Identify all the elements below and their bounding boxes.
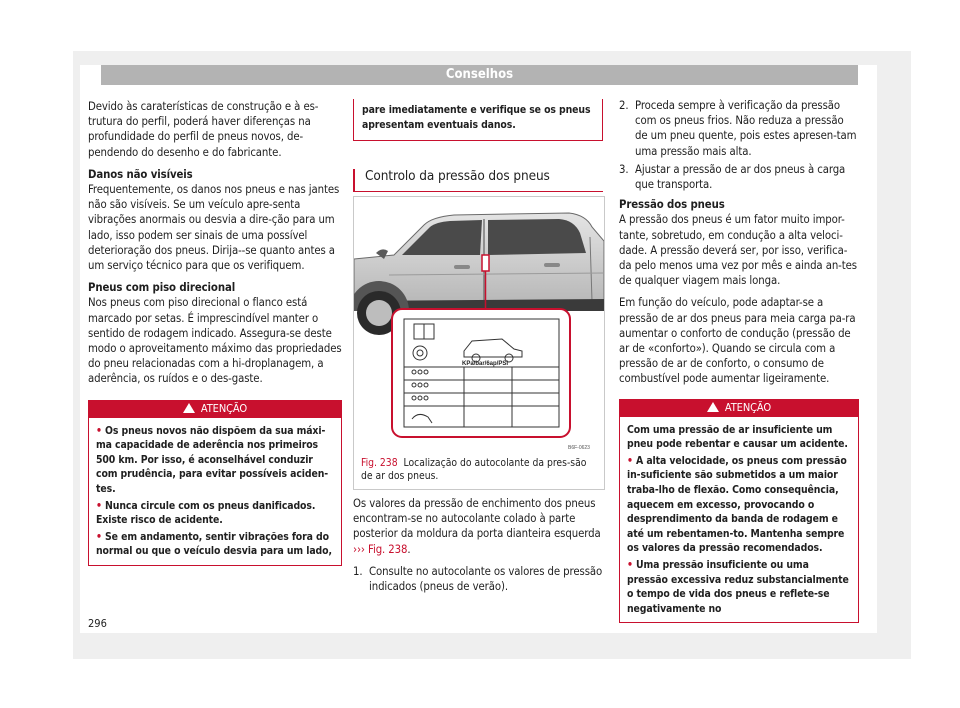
danos-paragraph: Frequentemente, os danos nos pneus e nas jantes não são visíveis. Se um veículo apre-senta vibrações anormais ou desvia a dire-ção para um lado, isso podem ser sinais de uma possível deterioração dos pneus. Dirija--se quanto antes a um serviço técnico para que os verifiquem. bbox=[88, 183, 340, 273]
pressure-sticker-paragraph: Os valores da pressão de enchimento dos pneus encontram-se no autocolante colado à parte posterior da moldura da porta dianteira esquerda ››› Fig. 238. bbox=[353, 497, 601, 556]
pressao-heading: Pressão dos pneus bbox=[619, 198, 725, 212]
caption-number: Fig. 238 bbox=[361, 457, 398, 469]
warning-item: • A alta velocidade, os pneus com pressão in-suficiente são submetidos a um maior traba-lho de flexão. Como consequência, aquecem em excesso, provocando o desprendimento da banda de rodagem e até um rebentamen-to. Mantenha sempre os valores da pressão recomendados. bbox=[627, 454, 847, 555]
column-1 bbox=[88, 99, 342, 566]
warning-title: ATENÇÃO bbox=[724, 400, 772, 414]
warning-icon bbox=[183, 403, 195, 413]
warning-title: ATENÇÃO bbox=[200, 401, 248, 415]
danos-heading: Danos não visíveis bbox=[88, 167, 193, 181]
figure-238 bbox=[353, 196, 605, 490]
caption-text: Localização do autocolante da pres-são de ar dos pneus. bbox=[361, 457, 587, 483]
steps-list-part1 bbox=[353, 564, 603, 594]
figure-reference-link[interactable]: Fig. 238 bbox=[368, 542, 408, 556]
sticker-location-illustration bbox=[354, 197, 604, 453]
warning-box-1 bbox=[88, 400, 342, 566]
column-2 bbox=[353, 99, 603, 192]
pressao-paragraph-2: Em função do veículo, pode adaptar-se a pressão de ar dos pneus para meia carga pa-ra aumentar o conforto de condução (pressão de ar de «conforto»). Quando se circula com a pressão de ar de conforto, o consumo de combustível pode aumentar ligeiramente. bbox=[619, 296, 856, 386]
figure-caption bbox=[361, 457, 597, 483]
pressao-paragraph-1: A pressão dos pneus é um fator muito impor-tante, sobretudo, em condução a alta veloci-dade. A pressão deverá ser, por isso, verifica-da pelo menos uma vez por mês e ainda an-tes de qualquer viagem mais longa. bbox=[619, 213, 857, 288]
warning-item: • Nunca circule com os pneus danificados. Existe risco de acidente. bbox=[96, 499, 316, 527]
warning-icon bbox=[707, 402, 719, 412]
page-number: 296 bbox=[88, 617, 107, 630]
list-item: 3. Ajustar a pressão de ar dos pneus à carga que transporta. bbox=[619, 162, 846, 192]
warning-item: • Os pneus novos não dispõem da sua máxi-ma capacidade de aderência nos primeiros 500 km. Por isso, é aconselhável conduzir com prudência, para evitar possíveis aciden-tes. bbox=[96, 424, 329, 496]
section-heading: Controlo da pressão dos pneus bbox=[353, 169, 603, 192]
warning-continuation: pare imediatamente e verifique se os pneus apresentam eventuais danos. bbox=[353, 99, 603, 141]
intro-paragraph: Devido às caraterísticas de construção e à es-trutura do perfil, poderá haver diferenças na profundidade do perfil de pneus novos, de-pendendo do desenho e do fabricante. bbox=[88, 100, 319, 159]
piso-paragraph: Nos pneus com piso direcional o flanco está marcado por setas. É imprescindível manter o sentido de rodagem indicado. Assegura-se deste modo o aproveitamento máximo das propriedades do pneu relacionadas com a hi-droplanagem, a aderência, os ruídos e o des-gaste. bbox=[88, 296, 342, 386]
warning-header bbox=[89, 400, 341, 418]
warning-header bbox=[620, 399, 858, 417]
warning-box-2 bbox=[619, 399, 859, 624]
list-item: 2. Proceda sempre à verificação da pressão com os pneus frios. Não reduza a pressão de um pneu quente, pois estes apresen-tam uma pressão mais alta. bbox=[619, 99, 857, 158]
warning-item: • Uma pressão insuficiente ou uma pressão excessiva reduz substancialmente o tempo de vida dos pneus e reflete-se negativamente no bbox=[627, 559, 849, 615]
figure-code: B6F-0623 bbox=[568, 445, 590, 451]
list-item: 1. Consulte no autocolante os valores de pressão indicados (pneus de verão). bbox=[353, 564, 603, 594]
warning-item: • Se em andamento, sentir vibrações fora do normal ou que o veículo desvia para um lado, bbox=[96, 530, 332, 558]
column-3 bbox=[619, 98, 859, 623]
column-2-lower bbox=[353, 496, 603, 597]
page-header: Conselhos bbox=[101, 65, 858, 85]
warning-item: Com uma pressão de ar insuficiente um pneu pode rebentar e causar um acidente. bbox=[627, 423, 848, 451]
steps-list-part2 bbox=[619, 98, 859, 192]
sticker-units-label: KPa/bar/6ap/PSI bbox=[462, 361, 509, 367]
piso-heading: Pneus com piso direcional bbox=[88, 281, 236, 295]
